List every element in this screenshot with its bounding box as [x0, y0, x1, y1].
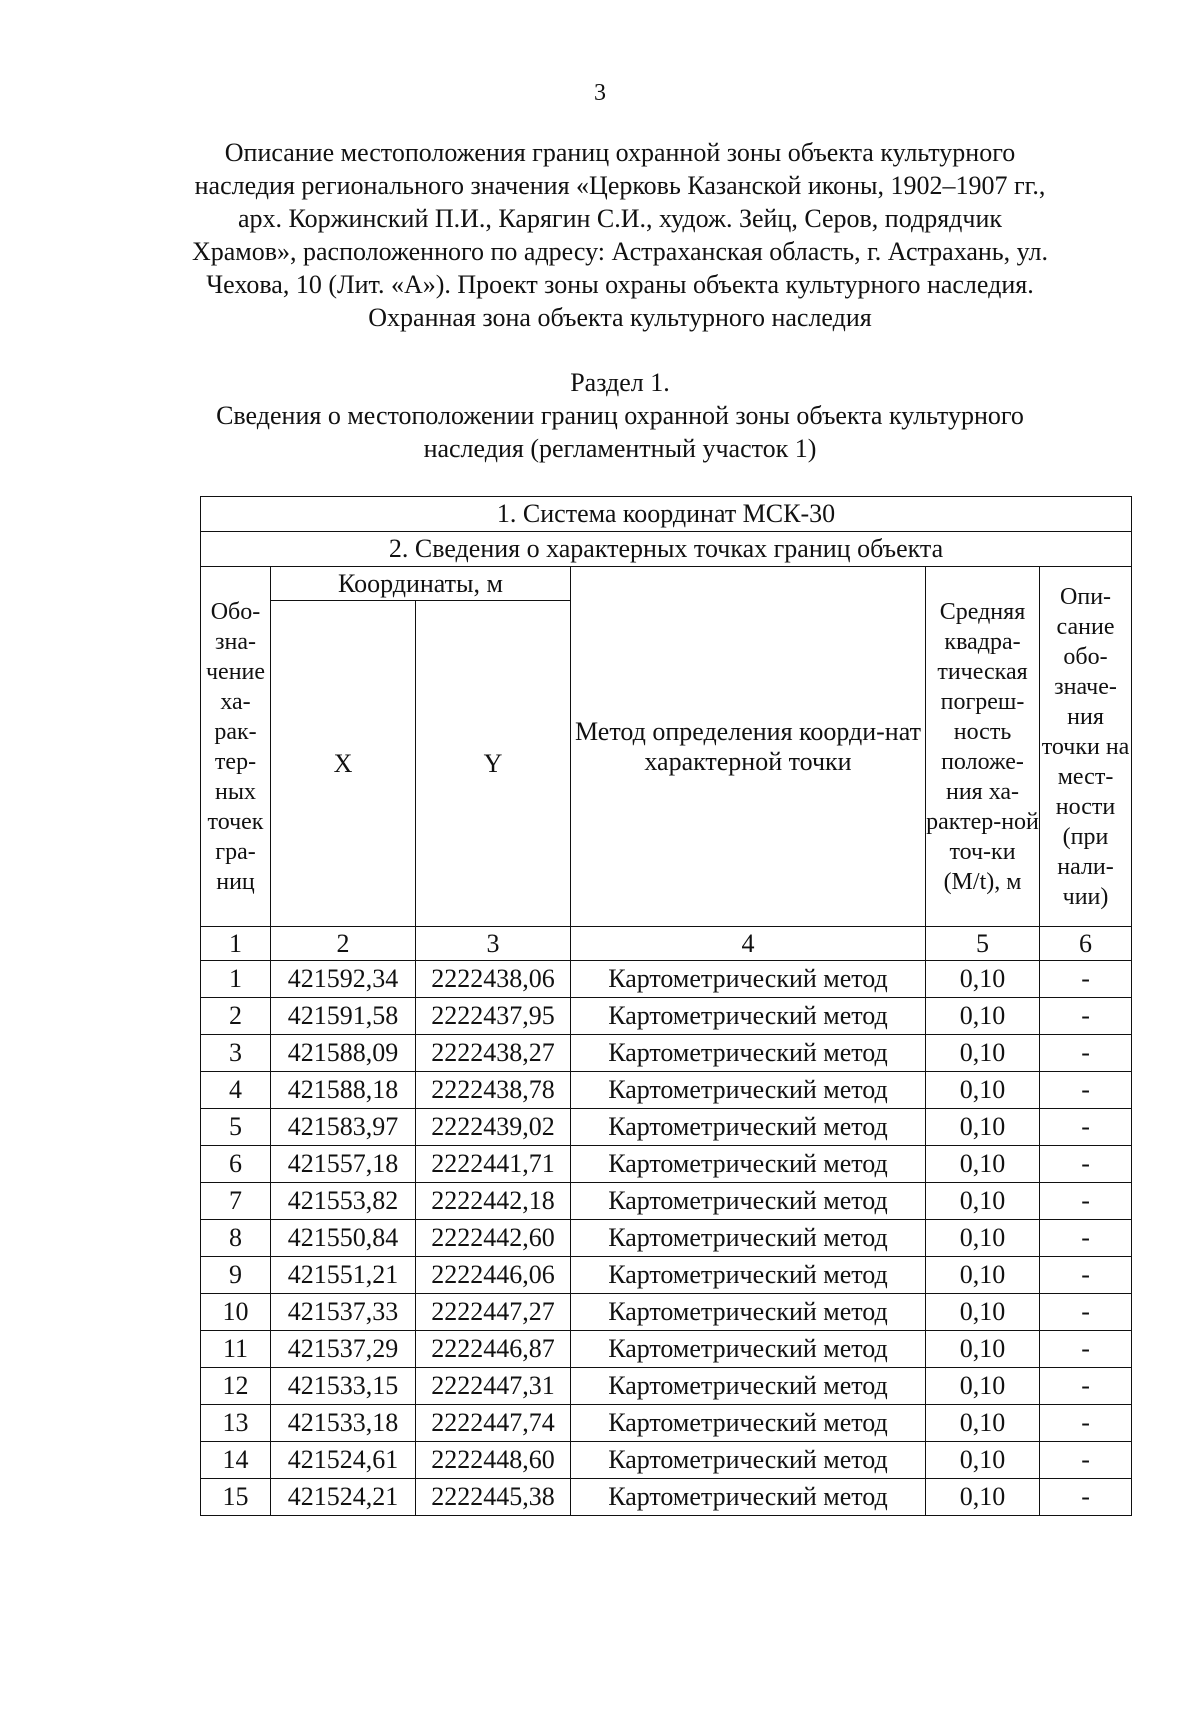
table-row	[201, 1442, 1132, 1479]
method-cell: Картометрический метод	[571, 1183, 926, 1220]
point-number-cell: 5	[201, 1109, 271, 1146]
header-y: Y	[416, 601, 571, 927]
point-number-cell: 2	[201, 998, 271, 1035]
point-number-cell: 3	[201, 1035, 271, 1072]
table-row	[201, 1183, 1132, 1220]
error-cell: 0,10	[926, 1331, 1040, 1368]
description-cell: -	[1040, 998, 1132, 1035]
table-row	[201, 1405, 1132, 1442]
point-number-cell: 14	[201, 1442, 271, 1479]
point-number-cell: 4	[201, 1072, 271, 1109]
x-coordinate-cell: 421537,29	[271, 1331, 416, 1368]
table-row	[201, 1109, 1132, 1146]
header-x: X	[271, 601, 416, 927]
column-number: 6	[1040, 927, 1132, 961]
column-number: 2	[271, 927, 416, 961]
x-coordinate-cell: 421524,61	[271, 1442, 416, 1479]
x-coordinate-cell: 421553,82	[271, 1183, 416, 1220]
table-row	[201, 1331, 1132, 1368]
y-coordinate-cell: 2222448,60	[416, 1442, 571, 1479]
y-coordinate-cell: 2222446,06	[416, 1257, 571, 1294]
description-cell: -	[1040, 1479, 1132, 1516]
x-coordinate-cell: 421533,15	[271, 1368, 416, 1405]
x-coordinate-cell: 421550,84	[271, 1220, 416, 1257]
header-point-designation: Обо-зна-чение ха-рак-тер-ных точек гра-ниц	[201, 567, 271, 927]
method-cell: Картометрический метод	[571, 1257, 926, 1294]
point-number-cell: 9	[201, 1257, 271, 1294]
x-coordinate-cell: 421551,21	[271, 1257, 416, 1294]
table-row	[201, 1220, 1132, 1257]
method-cell: Картометрический метод	[571, 1109, 926, 1146]
description-cell: -	[1040, 1072, 1132, 1109]
y-coordinate-cell: 2222447,74	[416, 1405, 571, 1442]
header-description: Опи-сание обо-значе-ния точки на мест-ности (при нали-чии)	[1040, 567, 1132, 927]
point-number-cell: 15	[201, 1479, 271, 1516]
y-coordinate-cell: 2222438,06	[416, 961, 571, 998]
table-row	[201, 1146, 1132, 1183]
method-cell: Картометрический метод	[571, 1146, 926, 1183]
error-cell: 0,10	[926, 1479, 1040, 1516]
point-number-cell: 13	[201, 1405, 271, 1442]
point-number-cell: 10	[201, 1294, 271, 1331]
point-number-cell: 8	[201, 1220, 271, 1257]
y-coordinate-cell: 2222442,18	[416, 1183, 571, 1220]
method-cell: Картометрический метод	[571, 1442, 926, 1479]
method-cell: Картометрический метод	[571, 1294, 926, 1331]
section-subtitle: Сведения о местоположении границ охранной зоны объекта культурного наследия (регламентный участок 1)	[216, 401, 1024, 463]
column-number: 4	[571, 927, 926, 961]
table-row	[201, 1072, 1132, 1109]
table-row	[201, 1368, 1132, 1405]
header-coordinates: Координаты, м	[271, 567, 571, 601]
error-cell: 0,10	[926, 1220, 1040, 1257]
y-coordinate-cell: 2222445,38	[416, 1479, 571, 1516]
column-number: 3	[416, 927, 571, 961]
y-coordinate-cell: 2222438,27	[416, 1035, 571, 1072]
error-cell: 0,10	[926, 961, 1040, 998]
description-cell: -	[1040, 1368, 1132, 1405]
table-row	[201, 1035, 1132, 1072]
section-heading: Раздел 1.	[570, 368, 670, 397]
description-cell: -	[1040, 1442, 1132, 1479]
method-cell: Картометрический метод	[571, 1479, 926, 1516]
error-cell: 0,10	[926, 1035, 1040, 1072]
coordinate-system-row: 1. Система координат МСК-30	[201, 497, 1132, 532]
method-cell: Картометрический метод	[571, 961, 926, 998]
description-cell: -	[1040, 961, 1132, 998]
table-row	[201, 961, 1132, 998]
y-coordinate-cell: 2222441,71	[416, 1146, 571, 1183]
error-cell: 0,10	[926, 1146, 1040, 1183]
method-cell: Картометрический метод	[571, 998, 926, 1035]
point-number-cell: 6	[201, 1146, 271, 1183]
point-number-cell: 7	[201, 1183, 271, 1220]
y-coordinate-cell: 2222447,31	[416, 1368, 571, 1405]
error-cell: 0,10	[926, 1368, 1040, 1405]
description-cell: -	[1040, 1035, 1132, 1072]
column-number-row	[201, 927, 1132, 961]
table-row	[201, 1257, 1132, 1294]
point-number-cell: 1	[201, 961, 271, 998]
method-cell: Картометрический метод	[571, 1405, 926, 1442]
description-cell: -	[1040, 1257, 1132, 1294]
x-coordinate-cell: 421588,09	[271, 1035, 416, 1072]
x-coordinate-cell: 421583,97	[271, 1109, 416, 1146]
description-cell: -	[1040, 1331, 1132, 1368]
description-cell: -	[1040, 1109, 1132, 1146]
error-cell: 0,10	[926, 1294, 1040, 1331]
method-cell: Картометрический метод	[571, 1220, 926, 1257]
description-cell: -	[1040, 1294, 1132, 1331]
x-coordinate-cell: 421524,21	[271, 1479, 416, 1516]
description-cell: -	[1040, 1405, 1132, 1442]
x-coordinate-cell: 421591,58	[271, 998, 416, 1035]
header-method: Метод определения коорди-нат характерной точки	[571, 567, 926, 927]
point-number-cell: 12	[201, 1368, 271, 1405]
section-header	[190, 366, 1050, 465]
column-number: 5	[926, 927, 1040, 961]
error-cell: 0,10	[926, 1183, 1040, 1220]
boundary-points-table	[200, 496, 1132, 1516]
x-coordinate-cell: 421533,18	[271, 1405, 416, 1442]
method-cell: Картометрический метод	[571, 1331, 926, 1368]
error-cell: 0,10	[926, 1257, 1040, 1294]
header-error: Средняя квадра-тическая погреш-ность положе-ния ха-рактер-ной точ-ки (М/t), м	[926, 567, 1040, 927]
page-number: 3	[594, 80, 606, 106]
error-cell: 0,10	[926, 1405, 1040, 1442]
table-row	[201, 1479, 1132, 1516]
x-coordinate-cell: 421588,18	[271, 1072, 416, 1109]
error-cell: 0,10	[926, 1442, 1040, 1479]
error-cell: 0,10	[926, 1109, 1040, 1146]
x-coordinate-cell: 421592,34	[271, 961, 416, 998]
point-number-cell: 11	[201, 1331, 271, 1368]
column-number: 1	[201, 927, 271, 961]
y-coordinate-cell: 2222437,95	[416, 998, 571, 1035]
description-cell: -	[1040, 1146, 1132, 1183]
error-cell: 0,10	[926, 998, 1040, 1035]
method-cell: Картометрический метод	[571, 1072, 926, 1109]
y-coordinate-cell: 2222442,60	[416, 1220, 571, 1257]
description-cell: -	[1040, 1220, 1132, 1257]
table-row	[201, 1294, 1132, 1331]
method-cell: Картометрический метод	[571, 1368, 926, 1405]
y-coordinate-cell: 2222439,02	[416, 1109, 571, 1146]
boundary-points-row: 2. Сведения о характерных точках границ объекта	[201, 532, 1132, 567]
y-coordinate-cell: 2222446,87	[416, 1331, 571, 1368]
method-cell: Картометрический метод	[571, 1035, 926, 1072]
table-row	[201, 998, 1132, 1035]
document-title: Описание местоположения границ охранной зоны объекта культурного наследия регионального значения «Церковь Казанской иконы, 1902–1907 гг., арх. Коржинский П.И., Карягин С.И., худож. Зейц, Серов, подрядчик Храмов», расположенного по адресу: Астраханская область, г. Астрахань, ул. Чехова, 10 (Лит. «А»). Проект зоны охраны объекта культурного наследия. Охранная зона объекта культурного наследия	[191, 138, 1049, 332]
description-cell: -	[1040, 1183, 1132, 1220]
error-cell: 0,10	[926, 1072, 1040, 1109]
x-coordinate-cell: 421537,33	[271, 1294, 416, 1331]
x-coordinate-cell: 421557,18	[271, 1146, 416, 1183]
y-coordinate-cell: 2222447,27	[416, 1294, 571, 1331]
y-coordinate-cell: 2222438,78	[416, 1072, 571, 1109]
